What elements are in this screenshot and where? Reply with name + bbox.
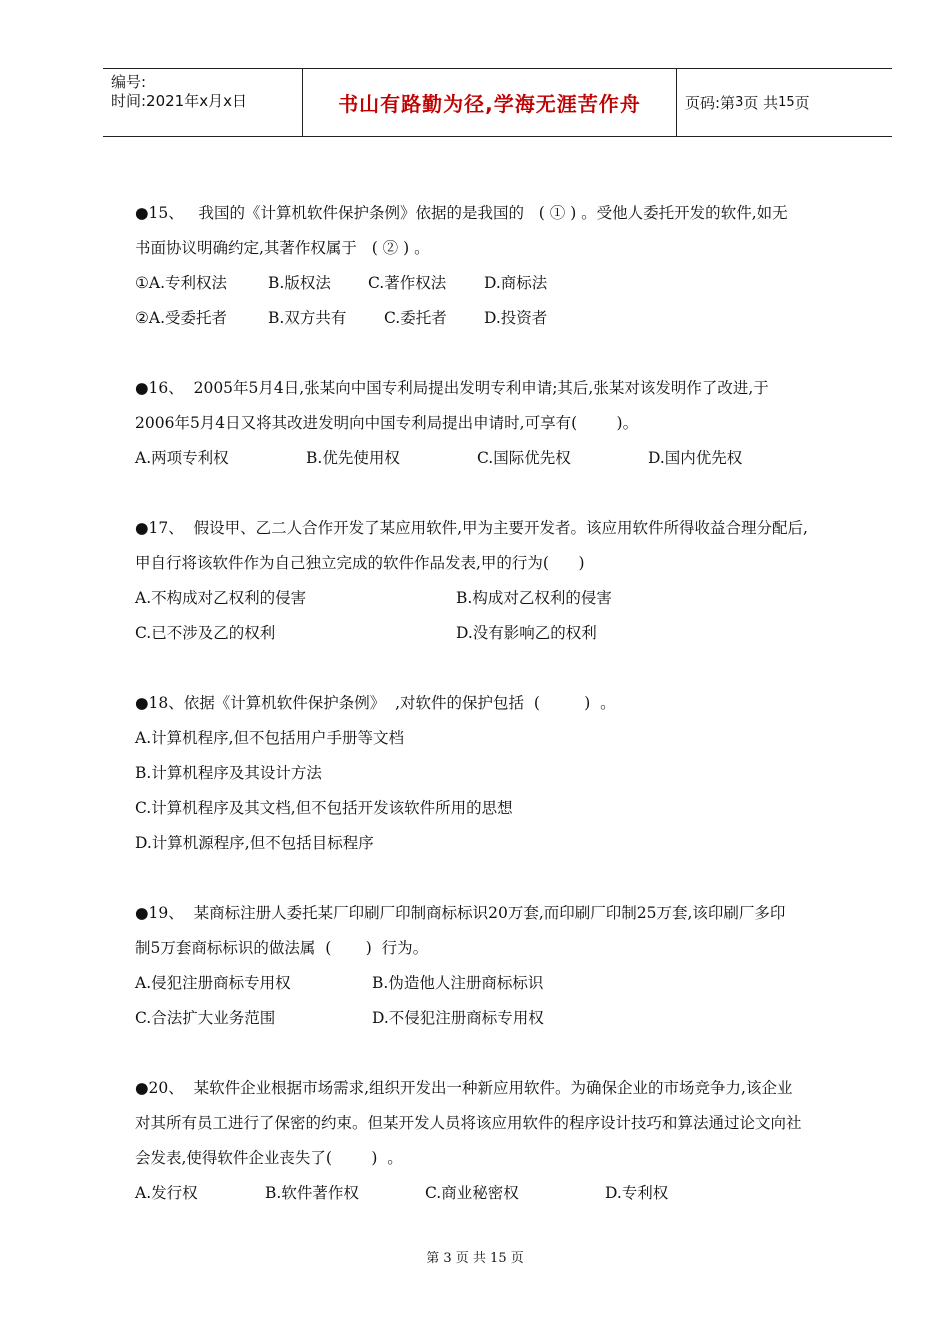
header-meta <box>103 69 303 136</box>
question-text: 书面协议明确约定,其著作权属于 ( ② ) 。 <box>135 239 430 257</box>
option: D.没有影响乙的权利 <box>456 624 597 642</box>
option: B.版权法 <box>268 274 331 292</box>
question-text: 对其所有员工进行了保密的约束。但某开发人员将该应用软件的程序设计技巧和算法通过论文向社 <box>135 1114 802 1132</box>
option: D.不侵犯注册商标专用权 <box>372 1009 544 1027</box>
question-text: ●18、依据《计算机软件保护条例》 ,对软件的保护包括 ( ) 。 <box>135 694 616 712</box>
option-row <box>135 1001 870 1036</box>
option: C.商业秘密权 <box>425 1184 519 1202</box>
header-motto: 书山有路勤为径,学海无涯苦作舟 <box>303 69 677 136</box>
question-text: ●20、 某软件企业根据市场需求,组织开发出一种新应用软件。为确保企业的市场竞争力,该企业 <box>135 1079 793 1097</box>
option: C.合法扩大业务范围 <box>135 1009 276 1027</box>
page-header <box>103 68 892 137</box>
option-row <box>135 266 870 301</box>
option: A.不构成对乙权利的侵害 <box>135 589 307 607</box>
option: A.计算机程序,但不包括用户手册等文档 <box>135 729 405 747</box>
option-row <box>135 301 870 336</box>
question-list <box>135 196 870 1246</box>
question-text: ●15、 我国的《计算机软件保护条例》依据的是我国的 ( ① ) 。受他人委托开发的软件,如无 <box>135 204 788 222</box>
question-text: 制5万套商标标识的做法属 ( ) 行为。 <box>135 939 429 957</box>
question-19 <box>135 896 870 1036</box>
option-row <box>135 581 870 616</box>
option: C.已不涉及乙的权利 <box>135 624 276 642</box>
option: B.伪造他人注册商标标识 <box>372 974 544 992</box>
question-text: ●17、 假设甲、乙二人合作开发了某应用软件,甲为主要开发者。该应用软件所得收益合理分配后, <box>135 519 808 537</box>
page-total: 15 <box>778 95 795 110</box>
option: D.计算机源程序,但不包括目标程序 <box>135 834 374 852</box>
option: ①A.专利权法 <box>135 274 228 292</box>
option: B.计算机程序及其设计方法 <box>135 764 322 782</box>
question-17 <box>135 511 870 651</box>
header-page-info <box>677 69 892 136</box>
question-18 <box>135 686 870 861</box>
option-row <box>135 616 870 651</box>
number-label: 编号: <box>111 73 147 91</box>
question-15 <box>135 196 870 336</box>
option: C.国际优先权 <box>477 449 571 467</box>
option-row <box>135 441 870 476</box>
question-text: 甲自行将该软件作为自己独立完成的软件作品发表,甲的行为( ) <box>135 554 585 572</box>
option: A.发行权 <box>135 1184 198 1202</box>
option: D.国内优先权 <box>648 449 743 467</box>
page-mid: 页 共 <box>743 94 779 112</box>
time-label: 时间:2021年x月x日 <box>111 92 247 110</box>
option: D.投资者 <box>484 309 548 327</box>
option: C.著作权法 <box>368 274 447 292</box>
option: A.侵犯注册商标专用权 <box>135 974 291 992</box>
question-text: ●19、 某商标注册人委托某厂印刷厂印制商标标识20万套,而印刷厂印制25万套,该印刷厂多印 <box>135 904 786 922</box>
question-text: ●16、 2005年5月4日,张某向中国专利局提出发明专利申请;其后,张某对该发明作了改进,于 <box>135 379 769 397</box>
page-footer: 第 3 页 共 15 页 <box>426 1251 524 1266</box>
option: A.两项专利权 <box>135 449 229 467</box>
question-20 <box>135 1071 870 1211</box>
page-current: 3 <box>735 95 744 110</box>
option-row <box>135 966 870 1001</box>
option-row <box>135 1176 870 1211</box>
question-text: 会发表,使得软件企业丧失了( ) 。 <box>135 1149 403 1167</box>
option: B.双方共有 <box>268 309 347 327</box>
option: D.专利权 <box>605 1184 669 1202</box>
option: ②A.受委托者 <box>135 309 228 327</box>
question-text: 2006年5月4日又将其改进发明向中国专利局提出申请时,可享有( )。 <box>135 414 639 432</box>
option: B.优先使用权 <box>306 449 400 467</box>
page-suffix: 页 <box>794 94 810 112</box>
option: B.构成对乙权利的侵害 <box>456 589 612 607</box>
option: C.委托者 <box>384 309 447 327</box>
option: D.商标法 <box>484 274 548 292</box>
option: C.计算机程序及其文档,但不包括开发该软件所用的思想 <box>135 799 513 817</box>
question-16 <box>135 371 870 476</box>
page-prefix: 页码:第 <box>685 94 736 112</box>
option: B.软件著作权 <box>265 1184 359 1202</box>
